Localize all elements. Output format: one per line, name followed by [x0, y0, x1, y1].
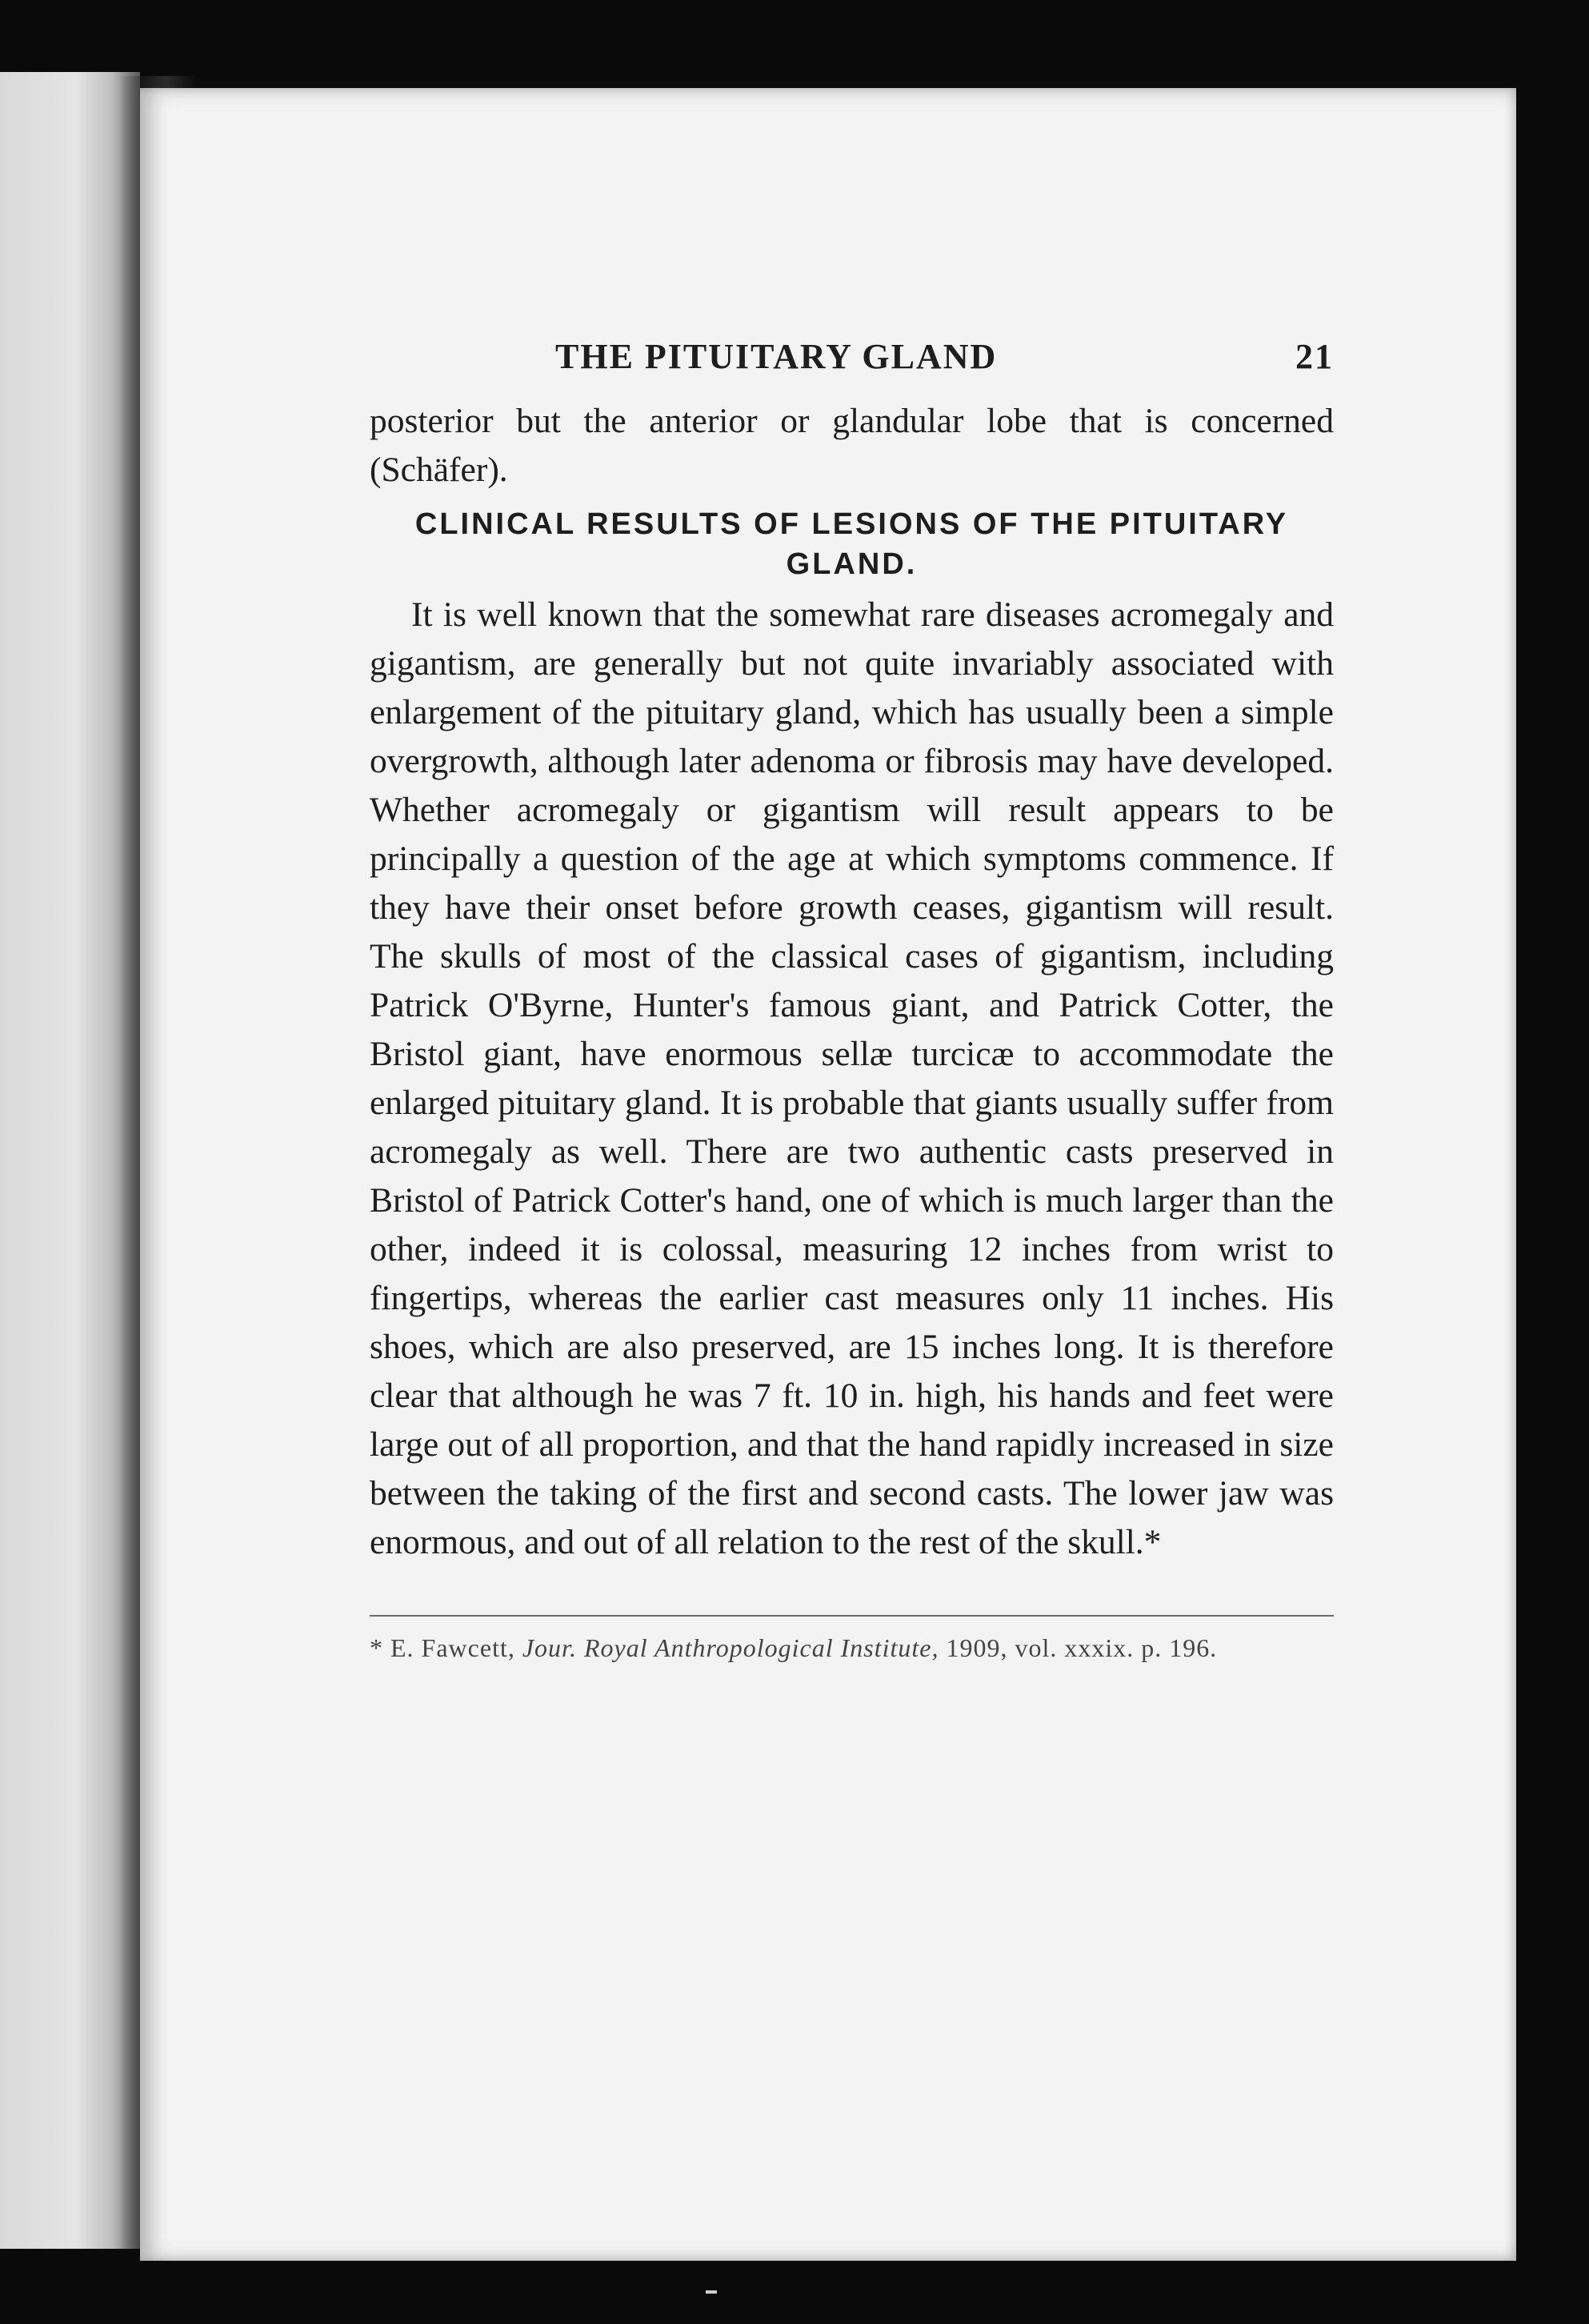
footnote	[370, 1631, 1334, 1665]
page-text-block	[370, 336, 1334, 1665]
running-title: THE PITUITARY GLAND	[555, 337, 998, 376]
footnote-tail: 1909, vol. xxxix. p. 196.	[946, 1633, 1218, 1662]
scan-artifact-mark	[706, 2290, 717, 2294]
running-head	[370, 336, 1334, 387]
page-number: 21	[1295, 337, 1334, 376]
footnote-rule	[370, 1615, 1334, 1617]
main-paragraph: It is well known that the somewhat rare diseases acromegaly and gigantism, are generally but not quite invariably associated with enlargement of the pituitary gland, which has usually been a simple overgrowth, although later adenoma or fibrosis may have developed. Whether acromegaly or gigantism will result appears to be principally a question of the age at which symptoms commence. If they have their onset before growth ceases, gigantism will result. The skulls of most of the classical cases of gigantism, including Patrick O'Byrne, Hunter's famous giant, and Patrick Cotter, the Bristol giant, have enormous sellæ turcicæ to accommodate the enlarged pituitary gland. It is probable that giants usually suffer from acromegaly as well. There are two authentic casts preserved in Bristol of Patrick Cotter's hand, one of which is much larger than the other, indeed it is colossal, measuring 12 inches from wrist to fingertips, whereas the earlier cast measures only 11 inches. His shoes, which are also preserved, are 15 inches long. It is therefore clear that although he was 7 ft. 10 in. high, his hands and feet were large out of all proportion, and that the hand rapidly increased in size between the taking of the first and second casts. The lower jaw was enormous, and out of all relation to the rest of the skull.*	[370, 595, 1334, 1561]
footnote-journal: Jour. Royal Anthropological Institute,	[522, 1633, 939, 1662]
previous-page-edge	[0, 72, 140, 2249]
intro-paragraph: posterior but the anterior or glandular lobe that is concerned (Schäfer).	[370, 402, 1334, 489]
section-heading: CLINICAL RESULTS OF LESIONS OF THE PITUITARY GLAND.	[414, 507, 1289, 581]
footnote-lead: * E. Fawcett,	[370, 1633, 515, 1662]
